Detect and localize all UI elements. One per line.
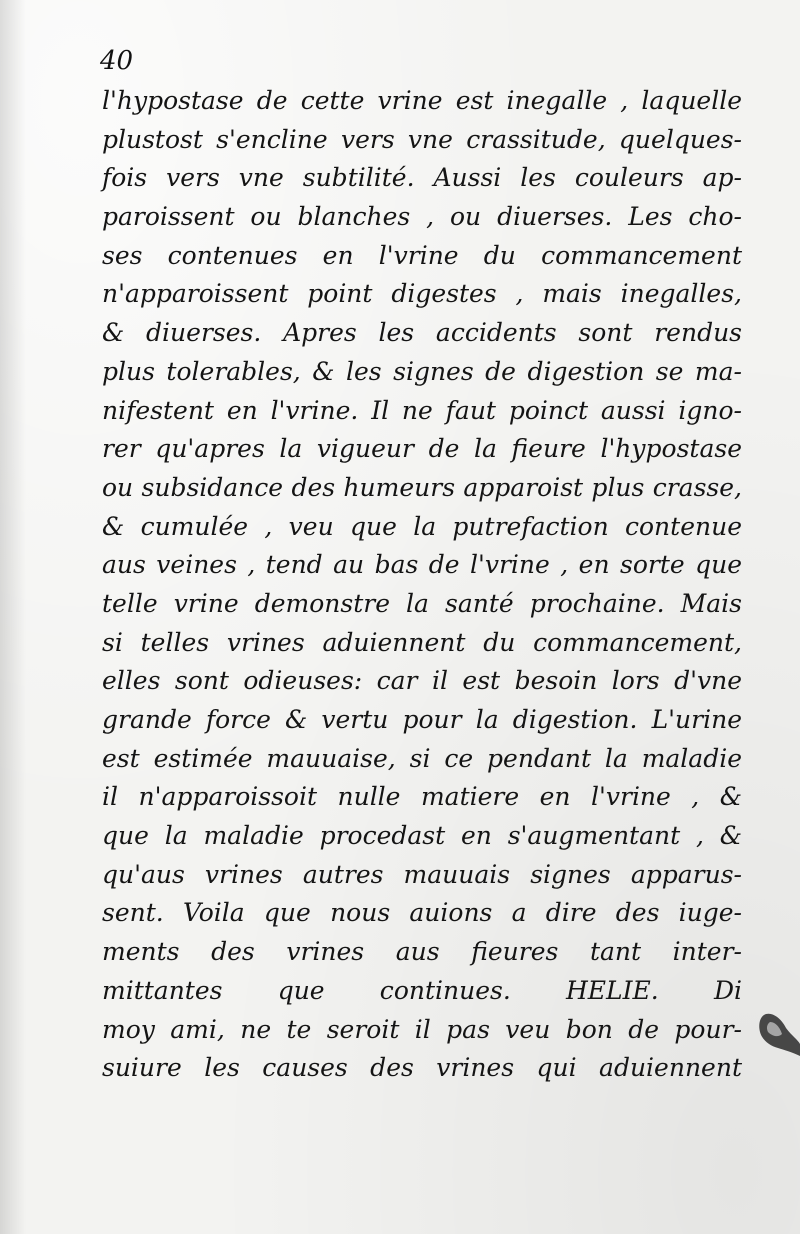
text-line: suiure les causes des vrines qui aduiennent	[102, 1053, 742, 1083]
text-line: moy ami, ne te seroit il pas veu bon de pour-	[102, 1014, 742, 1044]
page-number: 40	[100, 46, 134, 76]
text-line: ses contenues en l'vrine du commancement	[102, 240, 742, 270]
text-line: plus tolerables, & les signes de digestion se ma-	[102, 356, 742, 386]
text-line: nifestent en l'vrine. Il ne faut poinct aussi igno-	[102, 395, 742, 425]
text-line: rer qu'apres la vigueur de la fieure l'hypostase	[102, 434, 742, 464]
binding-shadow	[0, 0, 26, 1234]
text-line: aus veines , tend au bas de l'vrine , en sorte que	[102, 550, 742, 580]
text-line: elles sont odieuses: car il est besoin lors d'vne	[102, 666, 742, 696]
text-line: si telles vrines aduiennent du commancement,	[102, 627, 742, 657]
text-line: il n'apparoissoit nulle matiere en l'vrine , &	[102, 782, 742, 812]
text-line: ou subsidance des humeurs apparoist plus crasse,	[102, 472, 742, 502]
text-line: & diuerses. Apres les accidents sont rendus	[102, 318, 742, 348]
text-line: plustost s'encline vers vne crassitude, quelques-	[102, 124, 742, 154]
text-line: telle vrine demonstre la santé prochaine. Mais	[102, 588, 742, 618]
text-line: grande force & vertu pour la digestion. L'urine	[102, 705, 742, 734]
text-line: sent. Voila que nous auions a dire des iuge-	[102, 898, 742, 928]
text-line: ments des vrines aus fieures tant inter-	[102, 937, 742, 967]
text-line: & cumulée , veu que la putrefaction contenue	[102, 511, 742, 541]
text-line: est estimée mauuaise, si ce pendant la maladie	[102, 743, 742, 773]
body-text	[102, 82, 742, 1088]
text-line: fois vers vne subtilité. Aussi les couleurs ap-	[102, 163, 742, 193]
text-line: l'hypostase de cette vrine est inegalle , laquelle	[102, 86, 742, 115]
ink-smudge	[748, 1010, 800, 1056]
text-line: que la maladie procedast en s'augmentant , &	[102, 821, 742, 851]
text-line: mittantes que continues. HELIE. Di	[102, 975, 742, 1005]
text-line: n'apparoissent point digestes , mais inegalles,	[102, 279, 742, 309]
text-line: qu'aus vrines autres mauuais signes apparus-	[102, 859, 742, 889]
text-line: paroissent ou blanches , ou diuerses. Les cho-	[102, 202, 742, 232]
